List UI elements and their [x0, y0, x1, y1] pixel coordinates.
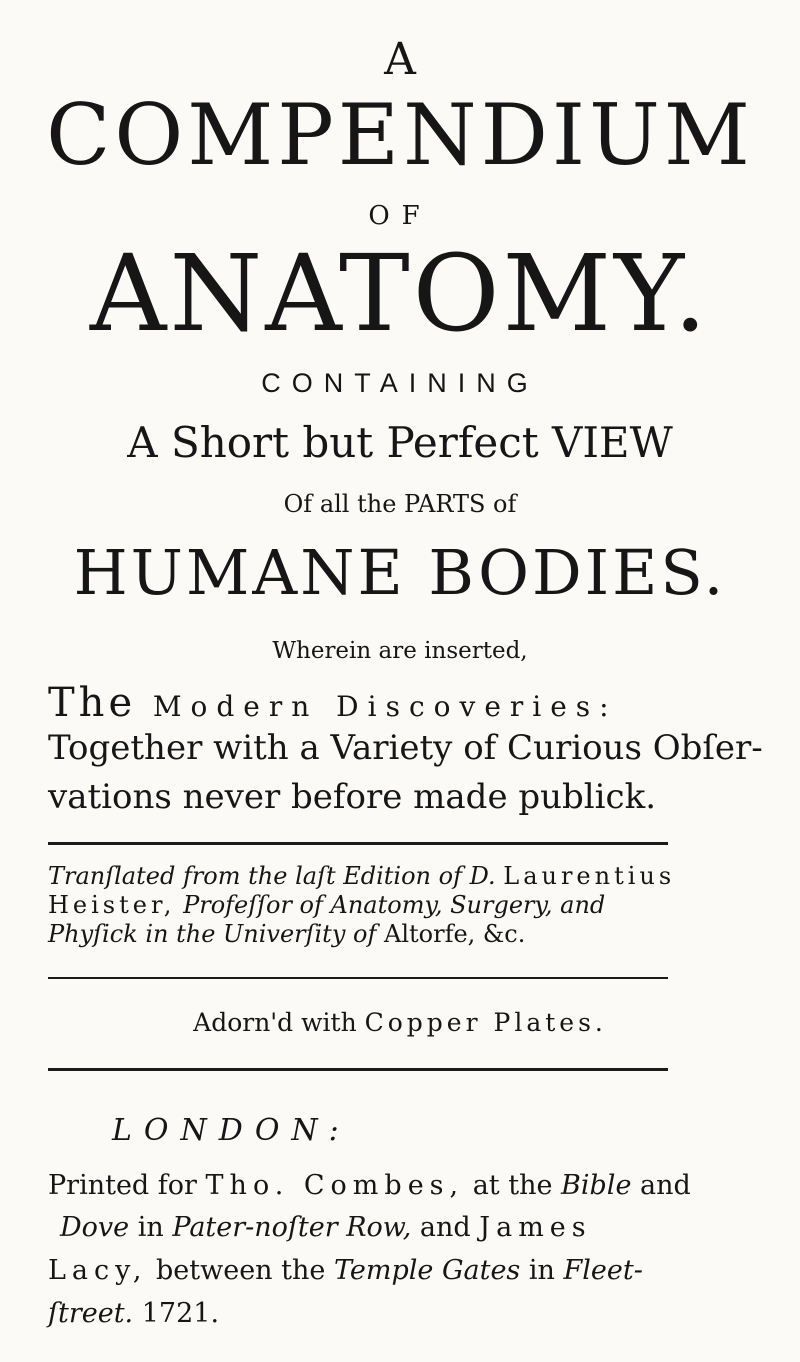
subtitle-short-view: A Short but Perfect VIEW: [127, 418, 673, 467]
imprint-at-the: at the: [472, 1170, 553, 1201]
divider-rule: [48, 977, 668, 979]
adorned-prefix: Adorn'd with: [193, 1008, 357, 1037]
imprint-and-2: and: [419, 1212, 471, 1243]
imprint-in: in: [137, 1212, 164, 1243]
subtitle-parts: Of all the PARTS of: [283, 490, 517, 518]
imprint-lacy: Lacy,: [48, 1255, 148, 1286]
author-name-last: Heister,: [48, 891, 176, 919]
modern-discoveries: Modern Discoveries:: [152, 690, 618, 723]
printer-name: Tho. Combes,: [205, 1170, 465, 1201]
adorned-line: [0, 1008, 800, 1037]
imprint-temple-gates: Temple Gates: [333, 1255, 521, 1286]
vations-line: vations never before made publick.: [48, 777, 656, 817]
imprint-in-2: in: [528, 1255, 555, 1286]
professor-text: Profeſſor of Anatomy, Surgery, and: [183, 891, 606, 919]
imprint-year: 1721.: [141, 1298, 220, 1329]
imprint-street: ſtreet.: [48, 1298, 134, 1329]
subtitle-wherein: Wherein are inserted,: [272, 638, 528, 664]
subtitle-containing: CONTAINING: [261, 368, 539, 398]
title-of: OF: [368, 201, 432, 231]
divider-rule: [48, 842, 668, 845]
imprint-between: between the: [156, 1255, 326, 1286]
together-line: Together with a Variety of Curious Obſer-: [48, 728, 763, 768]
modern-discoveries-line: [48, 680, 618, 726]
translated-line-3: [48, 920, 525, 948]
translated-prefix: Tranſlated from the laſt Edition of D.: [48, 862, 496, 890]
imprint-james: James: [479, 1212, 592, 1243]
title-compendium: COMPENDIUM: [46, 86, 754, 184]
imprint-and: and: [640, 1170, 691, 1201]
imprint-line-3: [48, 1255, 643, 1286]
divider-rule: [48, 1068, 668, 1071]
the-word: The: [48, 680, 137, 726]
imprint-dove: Dove: [60, 1212, 130, 1243]
author-name-first: Laurentius: [503, 862, 676, 890]
physick-text: Phyſick in the Univerſity of: [48, 920, 377, 948]
imprint-line-1: [48, 1170, 691, 1201]
translated-line-2: [48, 891, 605, 919]
subtitle-humane-bodies: HUMANE BODIES.: [73, 536, 727, 609]
imprint-line-4: [48, 1298, 219, 1329]
title-article: A: [384, 34, 416, 85]
imprint-printed-for: Printed for: [48, 1170, 197, 1201]
copper-plates: Copper Plates.: [364, 1008, 607, 1037]
title-anatomy: ANATOMY.: [89, 232, 711, 355]
imprint-line-2: [60, 1212, 592, 1243]
imprint-bible: Bible: [561, 1170, 632, 1201]
imprint-pater-noster-row: Pater-noſter Row,: [172, 1212, 412, 1243]
place-text: Altorfe, &c.: [384, 920, 526, 948]
london-heading: LONDON:: [112, 1113, 351, 1148]
translated-line-1: [48, 862, 675, 890]
imprint-fleet: Fleet-: [563, 1255, 643, 1286]
